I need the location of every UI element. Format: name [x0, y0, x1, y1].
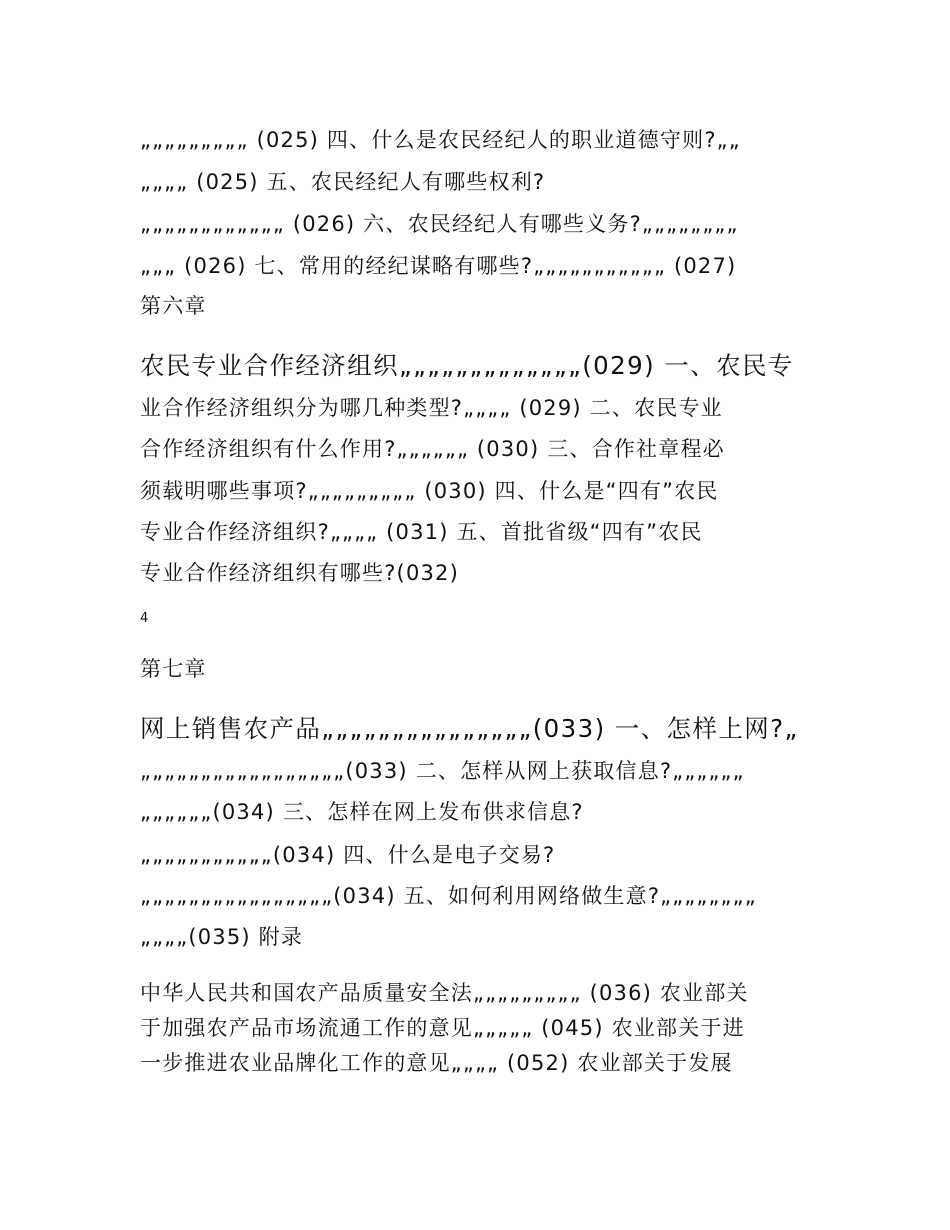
toc-line: „„„„„„„„„„„„„„„„„(033) 二、怎样从网上获取信息?„„„„„„ — [140, 759, 745, 783]
toc-line: „„„„(035) 附录 — [140, 925, 304, 949]
toc-line: 合作经济组织有什么作用?„„„„„„ (030) 三、合作社章程必 — [140, 437, 725, 461]
toc-line: „„„„„„„„„„„„„„„„(034) 五、如何利用网络做生意?„„„„„„„„ — [140, 884, 757, 908]
toc-line: 中华人民共和国农产品质量安全法„„„„„„„„„ (036) 农业部关 — [140, 981, 749, 1005]
toc-line: 业合作经济组织分为哪几种类型?„„„„ (029) 二、农民专业 — [140, 396, 723, 420]
toc-line: „„„ (026) 七、常用的经纪谋略有哪些?„„„„„„„„„„„ (027) — [140, 254, 737, 278]
toc-line: 专业合作经济组织?„„„„ (031) 五、首批省级“四有”农民 — [140, 520, 703, 544]
chapter-heading: 第六章 — [140, 294, 207, 318]
toc-line: 须载明哪些事项?„„„„„„„„„ (030) 四、什么是“四有”农民 — [140, 479, 719, 503]
toc-line: „„„„ (025) 五、农民经纪人有哪些权利? — [140, 170, 546, 194]
toc-line: 一步推进农业品牌化工作的意见„„„„ (052) 农业部关于发展 — [140, 1051, 733, 1075]
toc-line: 于加强农产品市场流通工作的意见„„„„„ (045) 农业部关于进 — [140, 1016, 745, 1040]
toc-line: „„„„„„(034) 三、怎样在网上发布供求信息? — [140, 800, 584, 824]
toc-line: 农民专业合作经济组织„„„„„„„„„„„„„(029) 一、农民专 — [140, 351, 794, 380]
chapter-heading: 第七章 — [140, 657, 207, 681]
toc-line: „„„„„„„„„ (025) 四、什么是农民经纪人的职业道德守则?„„ — [140, 128, 741, 152]
toc-line: 专业合作经济组织有哪些?(032) — [140, 561, 460, 585]
page-number: 4 — [140, 611, 149, 626]
toc-line: 网上销售农产品„„„„„„„„„„„„„„„(033) 一、怎样上网?„ — [140, 714, 799, 743]
toc-line: „„„„„„„„„„„„ (026) 六、农民经纪人有哪些义务?„„„„„„„„ — [140, 212, 739, 236]
toc-line: „„„„„„„„„„„(034) 四、什么是电子交易? — [140, 843, 556, 867]
